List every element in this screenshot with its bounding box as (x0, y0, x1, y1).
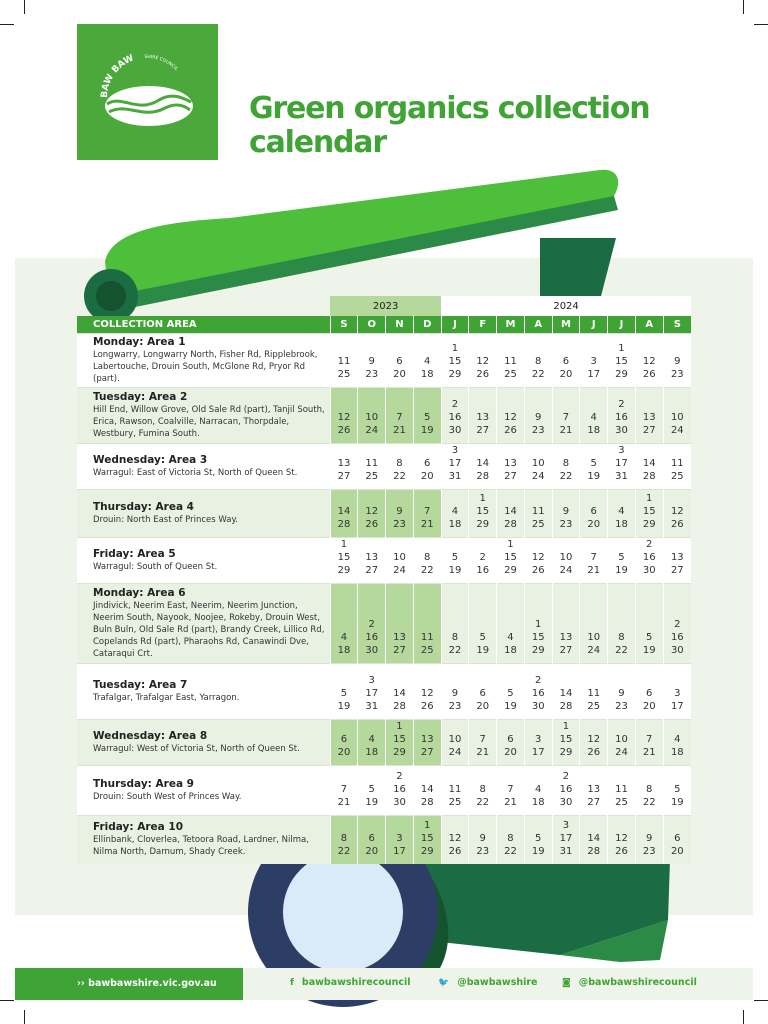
page-title: Green organics collection calendar (249, 91, 650, 160)
date-cell: 8 22 (413, 538, 441, 584)
table-row (77, 388, 691, 444)
date-cell: 5 19 (580, 444, 608, 490)
date-cell: 13 27 (580, 766, 608, 816)
area-name: Tuesday: Area 7 (93, 679, 188, 691)
date-cell: 10 24 (608, 720, 636, 766)
date-cell: 4 18 (497, 584, 525, 664)
collection-area-header: COLLECTION AREA (77, 316, 330, 334)
calendar-table (77, 296, 691, 864)
table-row (77, 584, 691, 664)
date-cell: 4 18 (441, 490, 469, 538)
collection-area-cell (77, 334, 330, 388)
date-cell: 13 27 (330, 444, 358, 490)
table-row (77, 490, 691, 538)
date-cell: 1 15 29 (330, 538, 358, 584)
date-cell: 7 21 (330, 766, 358, 816)
table-row (77, 664, 691, 720)
month-header: M (497, 316, 525, 334)
date-cell: 6 20 (663, 816, 691, 864)
date-cell: 9 23 (552, 490, 580, 538)
area-name: Monday: Area 6 (93, 587, 186, 599)
date-cell: 9 23 (358, 334, 386, 388)
area-name: Friday: Area 5 (93, 548, 176, 560)
date-cell: 5 19 (441, 538, 469, 584)
date-cell: 14 28 (386, 664, 414, 720)
date-cell: 8 22 (552, 444, 580, 490)
date-cell: 11 25 (663, 444, 691, 490)
date-cell: 8 22 (524, 334, 552, 388)
date-cell: 4 18 (330, 584, 358, 664)
date-cell: 12 26 (635, 334, 663, 388)
date-cell: 2 16 30 (663, 584, 691, 664)
date-cell: 2 16 30 (386, 766, 414, 816)
area-description: Trafalgar, Trafalgar East, Yarragon. (93, 693, 240, 703)
date-cell: 14 28 (580, 816, 608, 864)
table-row (77, 766, 691, 816)
date-cell: 13 27 (413, 720, 441, 766)
area-name: Thursday: Area 9 (93, 778, 194, 790)
date-cell: 11 25 (441, 766, 469, 816)
twitter-icon: 🐦 (438, 978, 450, 988)
bin-lid-back (540, 238, 616, 300)
date-cell: 11 25 (608, 766, 636, 816)
area-name: Wednesday: Area 8 (93, 730, 208, 742)
month-header: J (608, 316, 636, 334)
website-link[interactable]: ›› bawbawshire.vic.gov.au (15, 968, 243, 1000)
date-cell: 1 15 29 (608, 334, 636, 388)
date-cell: 12 26 (524, 538, 552, 584)
date-cell: 11 25 (524, 490, 552, 538)
date-cell: 3 17 (386, 816, 414, 864)
date-cell: 3 17 31 (608, 444, 636, 490)
logo-tagline-text: SHIRE COUNCIL (144, 54, 179, 73)
date-cell: 10 24 (441, 720, 469, 766)
month-header: M (552, 316, 580, 334)
date-cell: 5 19 (608, 538, 636, 584)
date-cell: 13 27 (663, 538, 691, 584)
date-cell: 12 26 (413, 664, 441, 720)
date-cell: 3 17 (663, 664, 691, 720)
date-cell: 9 23 (608, 664, 636, 720)
twitter-handle: @bawbawshire (457, 977, 538, 988)
date-cell: 10 24 (386, 538, 414, 584)
date-cell: 5 19 (469, 584, 497, 664)
date-cell: 4 18 (608, 490, 636, 538)
date-cell: 10 24 (358, 388, 386, 444)
date-cell: 14 28 (497, 490, 525, 538)
area-description: Drouin: South West of Princes Way. (93, 792, 242, 802)
date-cell: 5 19 (358, 766, 386, 816)
instagram-handle: @bawbawshirecouncil (578, 977, 697, 988)
area-description: Warragul: West of Victoria St, North of Queen St. (93, 744, 300, 754)
month-header-row (77, 316, 691, 334)
date-cell: 9 23 (386, 490, 414, 538)
date-cell: 1 15 29 (413, 816, 441, 864)
date-cell: 8 22 (608, 584, 636, 664)
date-cell: 4 18 (413, 334, 441, 388)
date-cell: 10 24 (524, 444, 552, 490)
area-description: Jindivick, Neerim East, Neerim, Neerim Junction, Neerim South, Nayook, Noojee, Rokeby, Drouin West, Buln Buln, Old Sale Rd (part), Brandy Creek, Lillico Rd, Copelands Rd (part), Pharaohs Rd, Canawindi Dve, Cataraqui Crt. (93, 601, 325, 659)
area-description: Warragul: East of Victoria St, North of Queen St. (93, 468, 298, 478)
date-cell: 8 22 (441, 584, 469, 664)
date-cell: 7 21 (552, 388, 580, 444)
month-header: J (441, 316, 469, 334)
date-cell: 7 21 (497, 766, 525, 816)
date-cell: 14 28 (552, 664, 580, 720)
date-cell: 9 23 (469, 816, 497, 864)
date-cell: 11 25 (497, 334, 525, 388)
date-cell: 5 19 (635, 584, 663, 664)
date-cell: 6 20 (635, 664, 663, 720)
month-header: D (413, 316, 441, 334)
date-cell: 6 20 (386, 334, 414, 388)
date-cell: 12 26 (497, 388, 525, 444)
month-header: O (358, 316, 386, 334)
collection-area-cell (77, 490, 330, 538)
date-cell: 6 20 (413, 444, 441, 490)
twitter-link[interactable] (438, 968, 538, 1000)
date-cell: 9 23 (441, 664, 469, 720)
collection-calendar (77, 296, 691, 864)
collection-area-cell (77, 388, 330, 444)
date-cell: 6 20 (497, 720, 525, 766)
date-cell: 6 20 (358, 816, 386, 864)
date-cell: 5 19 (524, 816, 552, 864)
date-cell: 13 27 (469, 388, 497, 444)
date-cell: 12 26 (441, 816, 469, 864)
date-cell: 4 18 (358, 720, 386, 766)
date-cell: 10 24 (552, 538, 580, 584)
date-cell: 5 19 (663, 766, 691, 816)
date-cell: 7 21 (469, 720, 497, 766)
collection-area-cell (77, 584, 330, 664)
date-cell: 10 24 (663, 388, 691, 444)
bin-wheel-hub (283, 852, 403, 972)
collection-area-cell (77, 720, 330, 766)
date-cell: 6 20 (580, 490, 608, 538)
date-cell: 1 15 29 (469, 490, 497, 538)
year-header-row (77, 296, 691, 316)
date-cell: 3 17 31 (358, 664, 386, 720)
date-cell: 13 27 (386, 584, 414, 664)
date-cell: 13 27 (497, 444, 525, 490)
date-cell: 7 21 (580, 538, 608, 584)
date-cell: 11 25 (413, 584, 441, 664)
date-cell: 2 16 (469, 538, 497, 584)
date-cell: 1 15 29 (552, 720, 580, 766)
date-cell: 6 20 (552, 334, 580, 388)
collection-area-cell (77, 664, 330, 720)
year-2023: 2023 (330, 296, 441, 316)
instagram-link[interactable] (562, 968, 697, 1000)
table-row (77, 334, 691, 388)
date-cell: 13 27 (635, 388, 663, 444)
date-cell: 8 22 (330, 816, 358, 864)
date-cell: 1 15 29 (386, 720, 414, 766)
month-header: A (524, 316, 552, 334)
area-name: Monday: Area 1 (93, 336, 186, 348)
instagram-icon: ◙ (562, 978, 571, 988)
area-name: Tuesday: Area 2 (93, 391, 188, 403)
month-header: A (635, 316, 663, 334)
date-cell: 5 19 (330, 664, 358, 720)
date-cell: 12 26 (358, 490, 386, 538)
date-cell: 7 21 (386, 388, 414, 444)
date-cell: 1 15 29 (497, 538, 525, 584)
area-description: Ellinbank, Cloverlea, Tetoora Road, Lardner, Nilma, Nilma North, Darnum, Shady Creek. (93, 835, 309, 858)
area-description: Drouin: North East of Princes Way. (93, 515, 239, 525)
date-cell: 2 16 30 (358, 584, 386, 664)
facebook-icon: f (290, 978, 294, 988)
calendar-rows (77, 334, 691, 864)
date-cell: 2 16 30 (441, 388, 469, 444)
collection-area-cell (77, 816, 330, 864)
date-cell: 1 15 29 (441, 334, 469, 388)
date-cell: 8 22 (386, 444, 414, 490)
table-row (77, 444, 691, 490)
date-cell: 8 22 (635, 766, 663, 816)
date-cell: 14 28 (635, 444, 663, 490)
date-cell: 9 23 (524, 388, 552, 444)
date-cell: 11 25 (580, 664, 608, 720)
area-description: Warragul: South of Queen St. (93, 562, 218, 572)
month-header: F (469, 316, 497, 334)
date-cell: 7 21 (413, 490, 441, 538)
footer (15, 968, 753, 1000)
table-row (77, 720, 691, 766)
date-cell: 14 28 (413, 766, 441, 816)
date-cell: 12 26 (663, 490, 691, 538)
table-row (77, 816, 691, 864)
date-cell: 2 16 30 (552, 766, 580, 816)
date-cell: 12 26 (330, 388, 358, 444)
area-name: Friday: Area 10 (93, 821, 184, 834)
date-cell: 12 26 (469, 334, 497, 388)
year-2024: 2024 (441, 296, 691, 316)
area-name: Thursday: Area 4 (93, 501, 194, 513)
date-cell: 6 20 (330, 720, 358, 766)
date-cell: 13 27 (358, 538, 386, 584)
month-header: N (386, 316, 414, 334)
logo-brand-text: BAW BAW (99, 53, 136, 99)
date-cell: 3 17 (524, 720, 552, 766)
date-cell: 12 26 (608, 816, 636, 864)
collection-area-cell (77, 444, 330, 490)
date-cell: 7 21 (635, 720, 663, 766)
area-description: Hill End, Willow Grove, Old Sale Rd (part), Tanjil South, Erica, Rawson, Coalville, Narracan, Thorpdale, Westbury, Fumina South. (93, 405, 325, 439)
area-name: Wednesday: Area 3 (93, 454, 208, 466)
date-cell: 8 22 (469, 766, 497, 816)
date-cell: 2 16 30 (524, 664, 552, 720)
date-cell: 12 26 (580, 720, 608, 766)
date-cell: 5 19 (413, 388, 441, 444)
date-cell: 6 20 (469, 664, 497, 720)
date-cell: 11 25 (358, 444, 386, 490)
date-cell: 14 28 (330, 490, 358, 538)
date-cell: 11 25 (330, 334, 358, 388)
collection-area-cell (77, 538, 330, 584)
date-cell: 14 28 (469, 444, 497, 490)
date-cell: 1 15 29 (524, 584, 552, 664)
date-cell: 4 18 (663, 720, 691, 766)
date-cell: 9 23 (635, 816, 663, 864)
date-cell: 4 18 (580, 388, 608, 444)
date-cell: 5 19 (497, 664, 525, 720)
date-cell: 10 24 (580, 584, 608, 664)
facebook-link[interactable] (290, 968, 411, 1000)
date-cell: 13 27 (552, 584, 580, 664)
date-cell: 3 17 31 (441, 444, 469, 490)
month-header: S (330, 316, 358, 334)
date-cell: 2 16 30 (635, 538, 663, 584)
date-cell: 3 17 31 (552, 816, 580, 864)
date-cell: 3 17 (580, 334, 608, 388)
month-header: J (580, 316, 608, 334)
table-row (77, 538, 691, 584)
date-cell: 8 22 (497, 816, 525, 864)
month-header: S (663, 316, 691, 334)
date-cell: 2 16 30 (608, 388, 636, 444)
date-cell: 9 23 (663, 334, 691, 388)
date-cell: 4 18 (524, 766, 552, 816)
facebook-handle: bawbawshirecouncil (301, 977, 411, 988)
date-cell: 1 15 29 (635, 490, 663, 538)
area-description: Longwarry, Longwarry North, Fisher Rd, Ripplebrook, Labertouche, Drouin South, McGlone Rd, Pryor Rd (part). (93, 350, 318, 384)
collection-area-cell (77, 766, 330, 816)
